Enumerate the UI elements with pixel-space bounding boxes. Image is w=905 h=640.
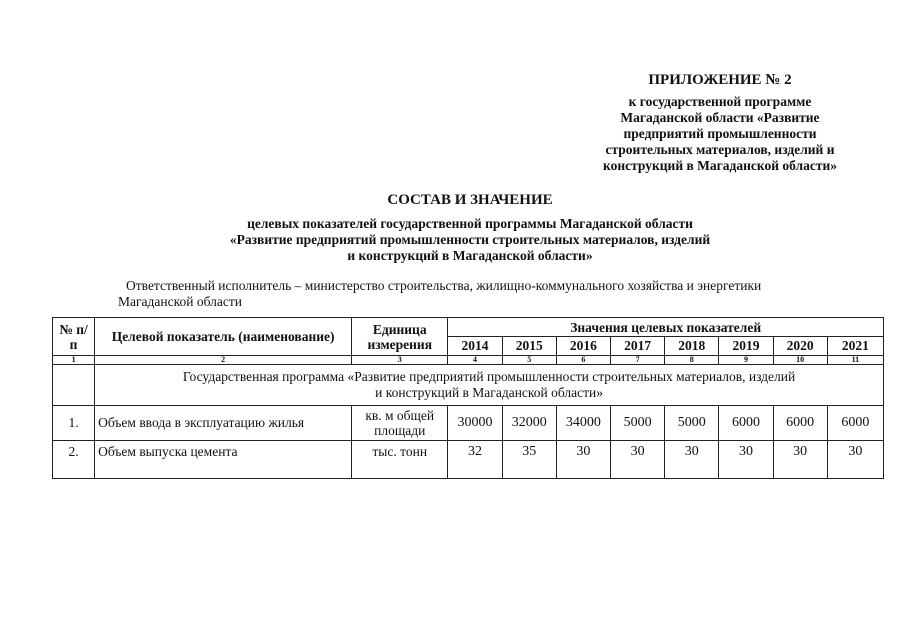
value-cell: 32	[448, 441, 502, 479]
header-indicator: Целевой показатель (наименование)	[95, 318, 352, 356]
indicators-table	[52, 317, 884, 479]
section-line: и конструкций в Магаданской области»	[375, 385, 604, 400]
executor-line: Магаданской области	[118, 294, 242, 309]
value-cell: 35	[502, 441, 556, 479]
indicator-name: Объем ввода в эксплуатацию жилья	[95, 406, 352, 441]
value-cell: 30	[719, 441, 773, 479]
value-cell: 5000	[665, 406, 719, 441]
value-cell: 5000	[610, 406, 664, 441]
column-number: 8	[665, 356, 719, 365]
column-number: 4	[448, 356, 502, 365]
value-cell: 6000	[773, 406, 827, 441]
header-row	[53, 318, 884, 337]
subtitle-line: целевых показателей государственной программы Магаданской области	[247, 216, 693, 231]
value-cell: 30	[773, 441, 827, 479]
value-cell: 30	[665, 441, 719, 479]
document-title: СОСТАВ И ЗНАЧЕНИЕ	[387, 192, 553, 208]
responsible-executor	[118, 278, 878, 310]
section-empty-cell	[53, 365, 95, 406]
section-line: Государственная программа «Развитие предприятий промышленности строительных материалов, изделий	[182, 369, 796, 384]
header-unit: Единица измерения	[352, 318, 448, 356]
header-year: 2020	[773, 337, 827, 356]
column-number: 5	[502, 356, 556, 365]
appendix-line: к государственной программе	[628, 94, 812, 109]
value-cell: 6000	[827, 406, 883, 441]
row-number: 2.	[53, 441, 95, 479]
document-subtitle	[170, 216, 770, 264]
value-cell: 30	[827, 441, 883, 479]
table-row	[53, 406, 884, 441]
header-year: 2019	[719, 337, 773, 356]
appendix-line: строительных материалов, изделий и	[605, 142, 835, 157]
appendix-line: Магаданской области «Развитие	[620, 110, 820, 125]
column-number: 9	[719, 356, 773, 365]
value-cell: 32000	[502, 406, 556, 441]
appendix-line: предприятий промышленности	[623, 126, 817, 141]
column-number: 3	[352, 356, 448, 365]
header-year: 2018	[665, 337, 719, 356]
column-number: 11	[827, 356, 883, 365]
value-cell: 30	[610, 441, 664, 479]
column-number: 2	[95, 356, 352, 365]
column-number: 6	[556, 356, 610, 365]
executor-line: Ответственный исполнитель – министерство строительства, жилищно-коммунального хозяйства и энергетики	[126, 278, 762, 293]
appendix-title: ПРИЛОЖЕНИЕ № 2	[648, 72, 792, 88]
header-year: 2017	[610, 337, 664, 356]
subtitle-line: «Развитие предприятий промышленности строительных материалов, изделий	[229, 232, 711, 247]
appendix-line: конструкций в Магаданской области»	[602, 158, 837, 173]
section-row	[53, 365, 884, 406]
row-number: 1.	[53, 406, 95, 441]
value-cell: 34000	[556, 406, 610, 441]
column-number: 1	[53, 356, 95, 365]
table-row	[53, 441, 884, 479]
indicator-name: Объем выпуска цемента	[95, 441, 352, 479]
column-number-row	[53, 356, 884, 365]
column-number: 10	[773, 356, 827, 365]
section-title	[95, 365, 884, 406]
appendix-header	[560, 72, 880, 174]
header-year: 2014	[448, 337, 502, 356]
value-cell: 30000	[448, 406, 502, 441]
header-year: 2016	[556, 337, 610, 356]
unit-of-measure: тыс. тонн	[352, 441, 448, 479]
unit-of-measure: кв. м общей площади	[352, 406, 448, 441]
header-year: 2021	[827, 337, 883, 356]
header-values-group: Значения целевых показателей	[448, 318, 884, 337]
value-cell: 6000	[719, 406, 773, 441]
header-year: 2015	[502, 337, 556, 356]
column-number: 7	[610, 356, 664, 365]
value-cell: 30	[556, 441, 610, 479]
subtitle-line: и конструкций в Магаданской области»	[347, 248, 593, 263]
header-num: № п/п	[53, 318, 95, 356]
